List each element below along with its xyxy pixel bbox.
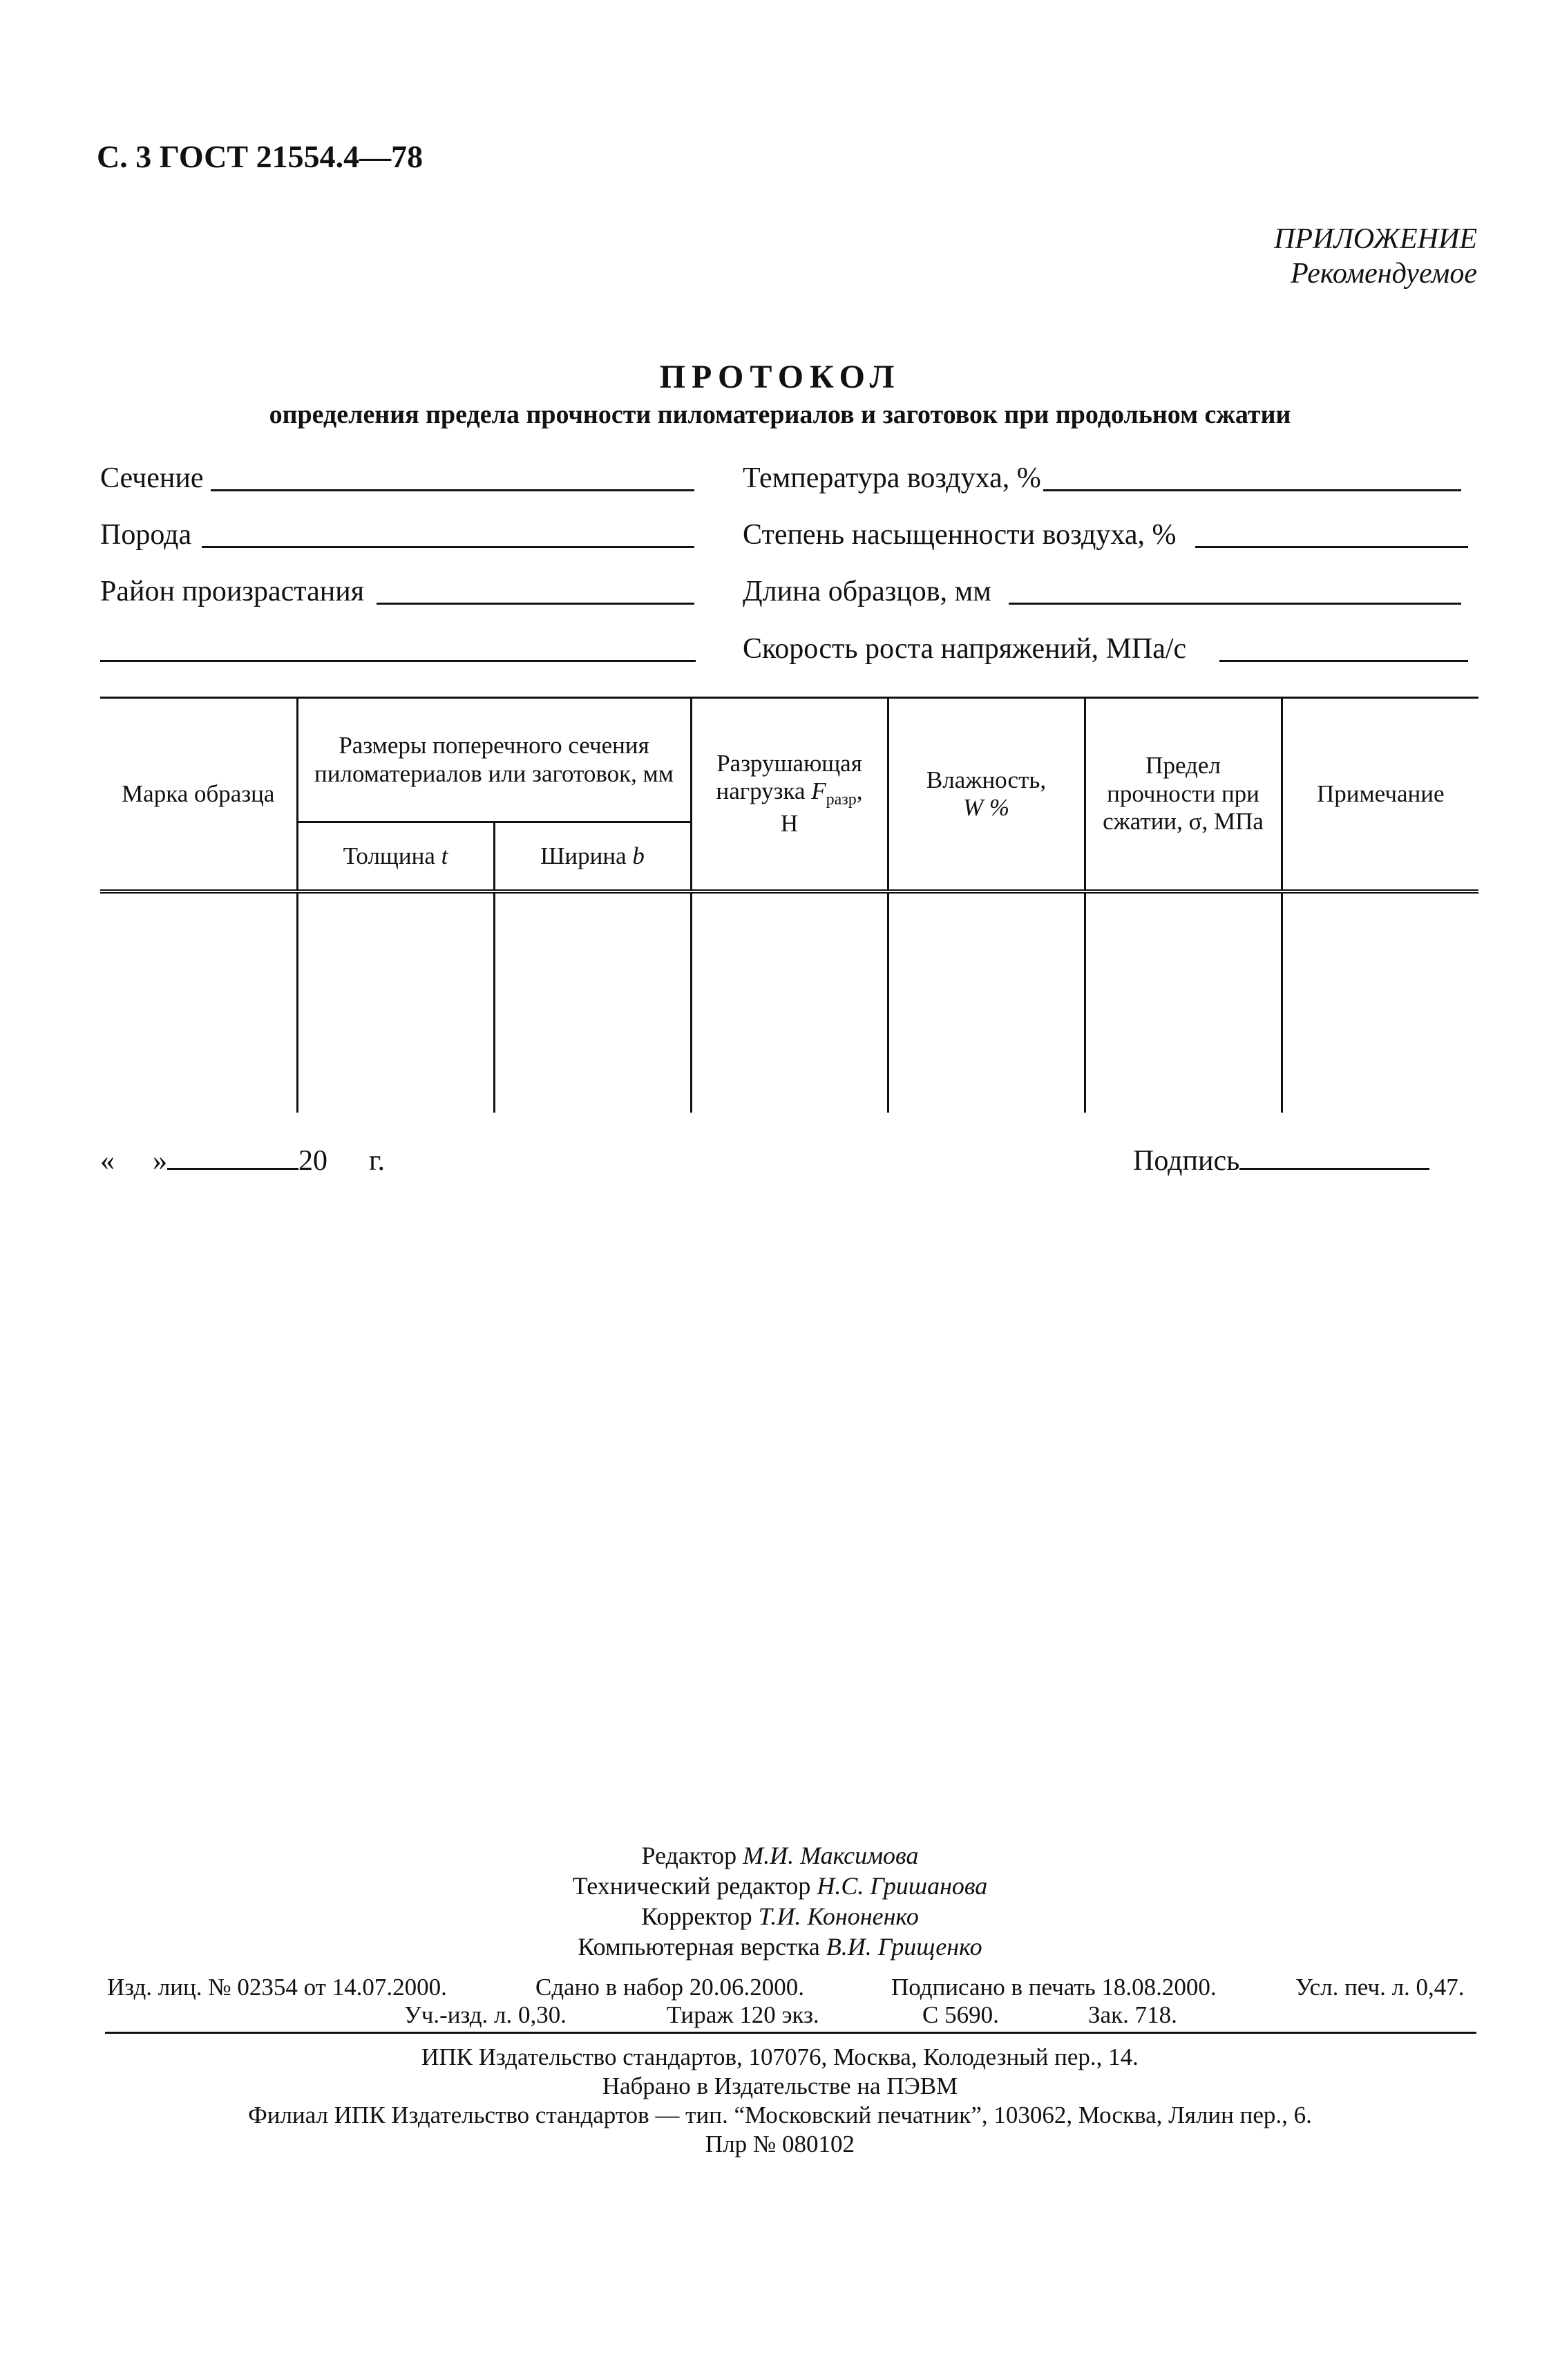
imprint-pub-sheets: Уч.-изд. л. 0,30.	[404, 2001, 567, 2028]
footer-divider	[105, 2032, 1476, 2034]
field-line-blank	[100, 660, 696, 662]
col-header-thickness-symbol: t	[441, 842, 448, 869]
imprint-license: Изд. лиц. № 02354 от 14.07.2000.	[107, 1974, 447, 2001]
col-header-thickness	[297, 822, 494, 891]
col-header-moisture	[888, 698, 1085, 891]
imprint-order: Зак. 718.	[1088, 2001, 1177, 2028]
credit-name: Н.С. Гришанова	[817, 1871, 988, 1900]
table-cell	[1282, 891, 1478, 1113]
col-header-thickness-label: Толщина	[343, 842, 435, 869]
protocol-title: ПРОТОКОЛ	[659, 359, 901, 395]
table-cell	[494, 891, 691, 1113]
table-cell	[1085, 891, 1282, 1113]
field-line-air-temp	[1043, 489, 1461, 491]
field-label-species: Порода	[100, 519, 192, 551]
date-line	[100, 1144, 385, 1178]
field-line-section	[211, 489, 694, 491]
field-line-sample-length	[1009, 603, 1461, 605]
col-header-mark: Марка образца	[100, 698, 297, 891]
field-label-stress-rate: Скорость роста напряжений, МПа/с	[743, 633, 1187, 665]
page-header: С. 3 ГОСТ 21554.4—78	[97, 139, 424, 174]
footer-block	[0, 2043, 1560, 2159]
credit-name: Т.И. Кононенко	[758, 1902, 919, 1930]
field-line-air-saturation	[1195, 546, 1468, 548]
table-header-row	[100, 698, 1478, 822]
table-cell	[691, 891, 888, 1113]
date-year-suffix: г.	[369, 1145, 385, 1177]
date-year: 20	[298, 1145, 327, 1177]
col-header-load: Разрушающая нагрузка $F_{разр}$, Н	[691, 698, 888, 891]
imprint-typeset: Сдано в набор 20.06.2000.	[535, 1974, 805, 2001]
credit-line	[0, 1932, 1560, 1963]
col-header-width	[494, 822, 691, 891]
col-header-width-symbol: b	[632, 842, 645, 869]
field-line-stress-rate	[1219, 660, 1468, 662]
date-quote-open: «	[100, 1145, 115, 1177]
credit-line	[0, 1902, 1560, 1932]
credit-line	[0, 1871, 1560, 1902]
col-header-width-label: Ширина	[540, 842, 627, 869]
date-quote-close: »	[153, 1145, 167, 1177]
credit-role: Компьютерная верстка	[578, 1932, 820, 1961]
credit-role: Корректор	[641, 1902, 752, 1930]
col-header-load-subscript: разр	[826, 791, 857, 809]
col-header-moisture-symbol: W %	[962, 793, 1010, 821]
credits-block	[0, 1841, 1560, 1963]
footer-line: Филиал ИПК Издательство стандартов — тип. “Московский печатник”, 103062, Москва, Лялин пер., 6.	[248, 2102, 1312, 2128]
signature-label: Подпись	[1133, 1145, 1240, 1177]
protocol-subtitle: определения предела прочности пиломатериалов и заготовок при продольном сжатии	[269, 400, 1291, 429]
field-line-region	[377, 603, 694, 605]
credit-name: В.И. Грищенко	[826, 1932, 982, 1961]
appendix-status: Рекомендуемое	[1291, 257, 1477, 290]
signature-line	[1133, 1144, 1429, 1178]
table-cell	[888, 891, 1085, 1113]
field-label-air-saturation: Степень насыщенности воздуха, %	[743, 519, 1177, 551]
col-header-note: Примечание	[1282, 698, 1478, 891]
footer-line: ИПК Издательство стандартов, 107076, Москва, Колодезный пер., 14.	[421, 2043, 1139, 2070]
protocol-table	[100, 697, 1478, 1113]
field-line-species	[202, 546, 694, 548]
credit-line	[0, 1841, 1560, 1871]
credit-name: М.И. Максимова	[743, 1842, 919, 1869]
col-header-load-symbol: F	[811, 777, 826, 805]
footer-line: Плр № 080102	[705, 2131, 855, 2157]
appendix-block	[1274, 223, 1477, 291]
credit-role: Технический редактор	[572, 1871, 811, 1900]
imprint-sheets: Усл. печ. л. 0,47.	[1295, 1974, 1465, 2001]
col-header-moisture-label: Влажность,	[926, 766, 1047, 793]
field-label-region: Район произрастания	[100, 576, 365, 607]
table-cell	[297, 891, 494, 1113]
appendix-title: ПРИЛОЖЕНИЕ	[1274, 223, 1477, 255]
imprint-code: С 5690.	[922, 2001, 999, 2028]
col-header-strength: Предел прочности при сжатии, σ, МПа	[1085, 698, 1282, 891]
field-label-sample-length: Длина образцов, мм	[743, 576, 991, 607]
field-label-air-temp: Температура воздуха, %	[743, 462, 1041, 494]
footer-line: Набрано в Издательстве на ПЭВМ	[602, 2072, 958, 2099]
col-header-dimensions: Размеры поперечного сечения пиломатериалов или заготовок, мм	[297, 698, 691, 822]
imprint-signed: Подписано в печать 18.08.2000.	[891, 1974, 1217, 2001]
col-header-load-unit: Н	[780, 810, 799, 838]
col-header-load-label: Разрушающая нагрузка	[716, 750, 862, 805]
credit-role: Редактор	[641, 1842, 737, 1869]
imprint-print-run: Тираж 120 экз.	[667, 2001, 819, 2028]
table-row	[100, 891, 1478, 1113]
table-cell	[100, 891, 297, 1113]
field-label-section: Сечение	[100, 462, 204, 494]
